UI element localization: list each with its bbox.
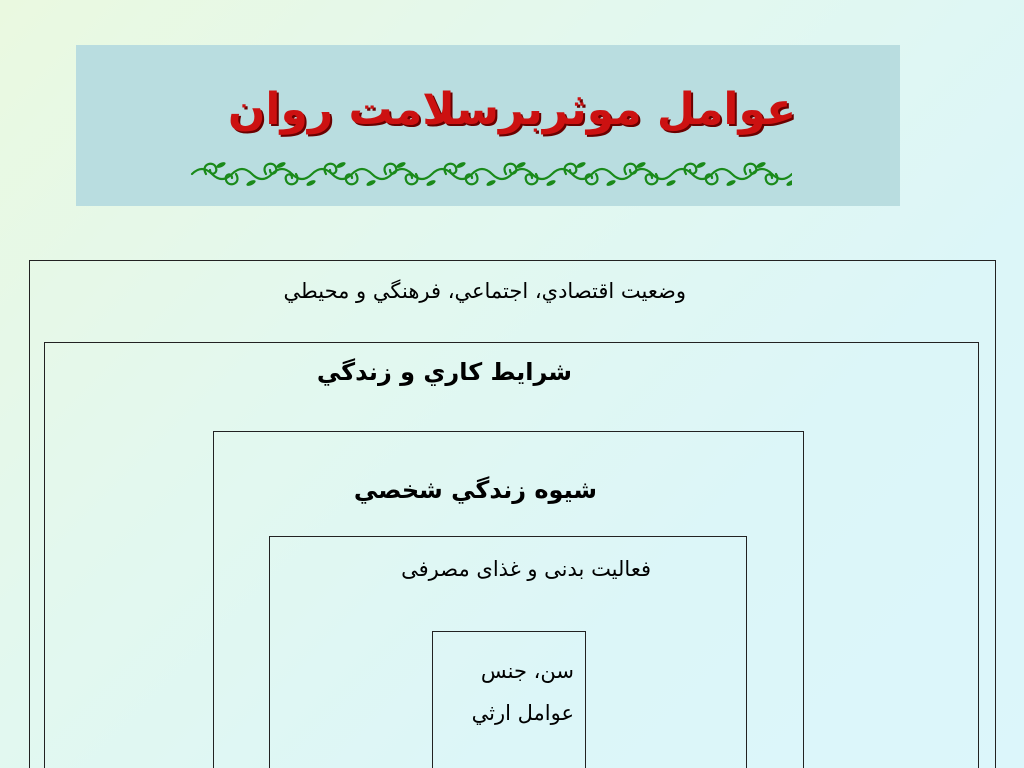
floral-vine-divider-icon xyxy=(186,156,792,192)
level-5-line-1: سن، جنس xyxy=(480,659,574,683)
level-4-label: فعالیت بدنی و غذای مصرفی xyxy=(401,557,651,581)
level-1-label: وضعيت اقتصادي، اجتماعي، فرهنگي و محيطي xyxy=(283,279,686,303)
level-3-label: شيوه زندگي شخصي xyxy=(353,476,597,504)
level-1-box-edge xyxy=(29,260,30,768)
level-2-label: شرايط كاري و زندگي xyxy=(316,358,572,386)
page-title: عوامل موثربرسلامت روان xyxy=(227,84,797,135)
level-5-label xyxy=(472,650,574,734)
level-5-line-2: عوامل ارثي xyxy=(471,701,574,725)
